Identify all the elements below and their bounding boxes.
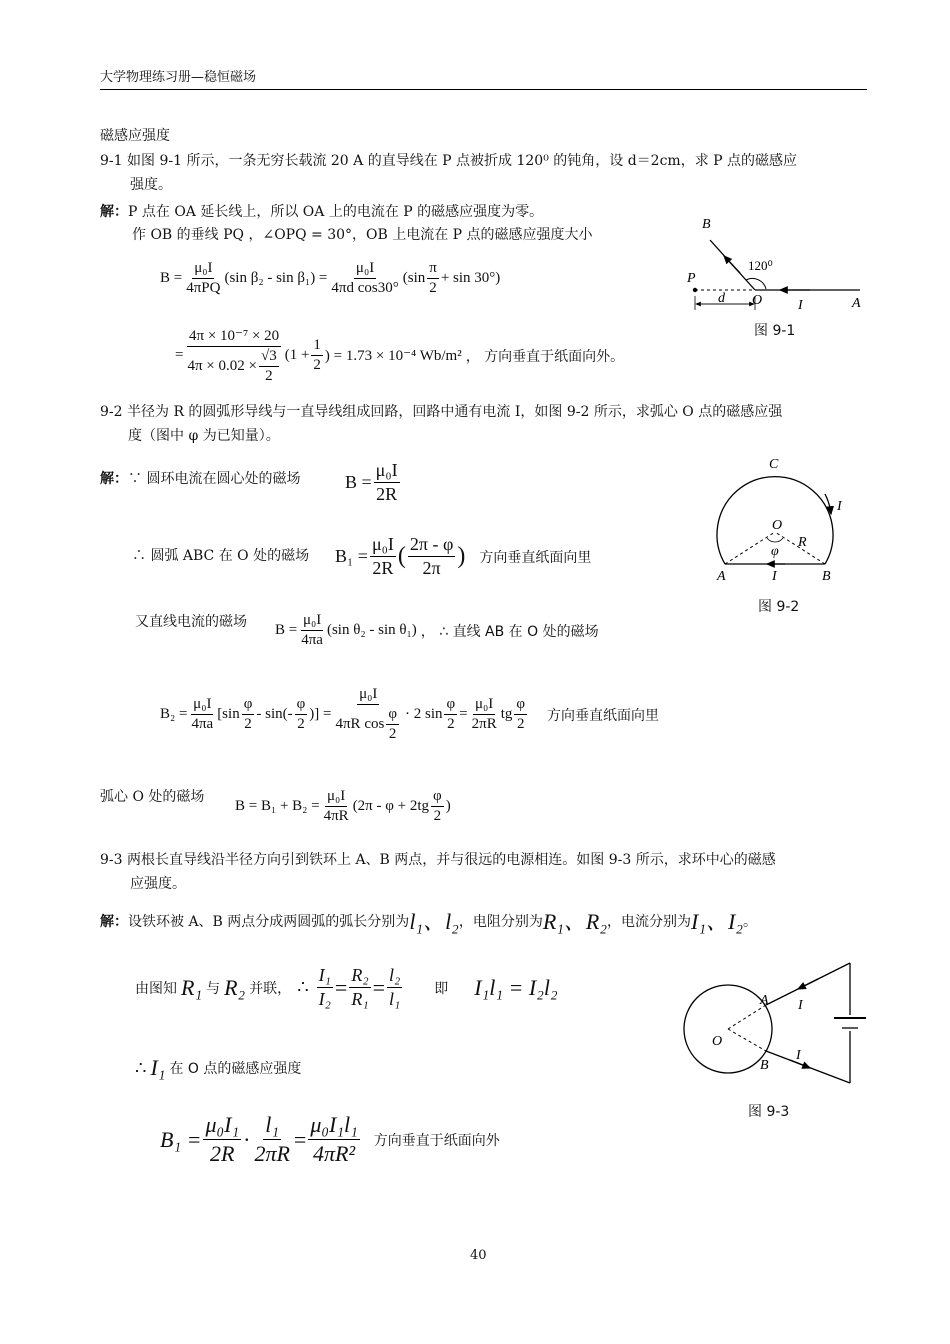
equation-9-1-a [160, 260, 500, 297]
solution-9-3-line1: 解： 设铁环被 A、B 两点分成两圆弧的弧长分别为 l₁、l₂ ，电阻分别为 R₁、R₂ ，电流分别为 I₁、I₂ 。 [100, 909, 757, 934]
equation-9-2-c: B = $\frac{\text{μ₀I}}{4\pi a}$ (sin θ₂ - sin θ₁) ， ∴ 直线 AB 在 O 处的磁场 [275, 612, 599, 648]
equation-9-2-b: B₁ = $\frac{\text{μ₀I}}{2R}$ ( $\frac{2\pi - \varphi}{2\pi}$ ) 方向垂直纸面向里 [335, 534, 592, 578]
fig-label-I-line: I [772, 569, 777, 584]
solution-9-2-line2: ∴ 圆弧 ABC 在 O 处的磁场 [132, 548, 310, 564]
equation-9-2-d: B₂ = $\frac{\text{μ₀I}}{4\pi a}$ [sin $\frac{\varphi}{2}$ - sin(- $\frac{\varphi}{2}$ )] = μ₀I 4πR cos $\frac{\varphi}{2}$ · 2 sin $\frac{\varphi}{2}$ = $\frac{\text{μ₀I}}{2\pi R}$ tg $\frac{\varphi}{2}$ 方向垂直纸面向里 [160, 686, 660, 742]
eq-text: + sin 30°) [440, 270, 501, 286]
fig-label-I-arc: I [837, 499, 842, 514]
fig-label-O: O [712, 1034, 723, 1049]
eq-text: (1 + [284, 347, 310, 363]
page-number: 40 [470, 1248, 487, 1263]
equation-9-2-e: B = B₁ + B₂ = $\frac{\text{μ₀I}}{4\pi R}$ (2π - φ + 2tg $\frac{\varphi}{2}$ ) [235, 788, 451, 824]
fraction: $\frac{1}{2}$ [313, 337, 321, 373]
fig-label-d: d [718, 291, 725, 306]
solution-text: P 点在 OA 延长线上，所以 OA 上的电流在 P 的磁感应强度为零。 [128, 204, 544, 220]
fig-label-B: B [822, 569, 831, 584]
fig-label-A: A [760, 993, 769, 1008]
fig-label-A: A [717, 569, 726, 584]
problem-9-1-line2: 强度。 [130, 177, 172, 193]
figure-9-2-caption: 图 9-2 [758, 599, 800, 615]
solution-9-2-line3: 又直线电流的磁场 [135, 614, 247, 630]
fig-label-O: O [772, 518, 783, 533]
problem-9-2-line2: 度（图中 φ 为已知量）。 [128, 428, 280, 444]
fig-label-I: I [798, 298, 803, 313]
figure-9-3-caption: 图 9-3 [748, 1104, 790, 1120]
fig-label-I-bottom: I [796, 1048, 801, 1063]
solution-label: 解： [100, 471, 128, 487]
header-rule [100, 89, 867, 90]
section-title: 磁感应强度 [100, 128, 170, 144]
fraction: $\frac{\pi}{2}$ [429, 260, 437, 296]
problem-9-1-line1: 9-1 如图 9-1 所示，一条无穷长载流 20 A 的直导线在 P 点被折成 120⁰ 的钝角，设 d＝2cm，求 P 点的磁感应 [100, 153, 798, 169]
eq-text: ) = 1.73 × 10⁻⁴ Wb/m² [324, 348, 462, 364]
figure-9-3 [680, 955, 870, 1090]
equation-9-3-b: B₁ = $\frac{\text{μ₀I₁}}{2R}$ · $\frac{\text{l₁}}{2\pi R}$ = $\frac{\text{μ₀I₁l₁}}{\text{4πR²}}$ 方向垂直于纸面向外 [160, 1112, 500, 1166]
fig-label-O: O [752, 293, 763, 308]
solution-9-1-line2: 作 OB 的垂线 PQ ，∠OPQ = 30°，OB 上电流在 P 点的磁感应强度大小 [132, 227, 593, 243]
solution-9-2-line5: 弧心 O 处的磁场 [100, 789, 205, 805]
solution-9-3-line3: ∴ I₁ 在 O 点的磁感应强度 [135, 1055, 302, 1080]
problem-9-2-line1: 9-2 半径为 R 的圆弧形导线与一直导线组成回路，回路中通有电流 I，如图 9-2 所示，求弧心 O 点的磁感应强 [100, 404, 783, 420]
problem-9-3-line2: 应强度。 [130, 876, 186, 892]
solution-label: 解： [100, 204, 128, 220]
eq-lhs: = [175, 347, 184, 363]
figure-9-1-caption: 图 9-1 [754, 323, 796, 339]
solution-9-2-line1: 解：∵ 圆环电流在圆心处的磁场 [100, 471, 301, 487]
equation-9-1-b [175, 326, 624, 385]
fig-label-C: C [769, 457, 779, 472]
page-header: 大学物理练习册—稳恒磁场 [100, 70, 257, 85]
fig-label-P: P [687, 271, 696, 286]
equation-9-2-a: B = $\frac{\text{μ₀I}}{2R}$ [345, 460, 398, 504]
fraction: 4π × 10⁻⁷ × 20 4π × 0.02 × $\frac{√3}{2}$ [187, 328, 280, 384]
equation-9-3-a: 由图知 R₁ 与 R₂ 并联， ∴ $\frac{\text{I₁}}{\text{I₂}}$ = $\frac{\text{R₂}}{\text{R₁}}$ = $\frac{\text{l₂}}{\text{l₁}}$ 即 I₁l₁ = I₂l₂ [135, 965, 558, 1009]
fig-label-I-top: I [798, 998, 803, 1013]
fig-label-angle: 120⁰ [748, 258, 773, 273]
fig-label-A: A [852, 296, 861, 311]
solution-9-1-line1 [100, 203, 543, 221]
eq-tail: ， 方向垂直于纸面向外。 [465, 348, 625, 365]
fig-label-B: B [760, 1058, 769, 1073]
fig-label-B: B [702, 217, 711, 232]
eq-text: (sin [402, 270, 426, 286]
fraction: $\frac{\text{μ₀I}}{\text{4πPQ}}$ [186, 260, 221, 296]
fig-label-phi: φ [771, 544, 779, 559]
fraction: $\frac{\text{μ₀I}}{\text{4πd cos30°}}$ [331, 260, 399, 296]
problem-9-3-line1: 9-3 两根长直导线沿半径方向引到铁环上 A、B 两点，并与很远的电源相连。如图 9-3 所示，求环中心的磁感 [100, 852, 776, 868]
figure-9-2 [705, 452, 855, 592]
eq-text: (sin β₂ - sin β₁) = [224, 270, 328, 286]
eq-lhs: B = [160, 270, 183, 286]
fig-label-R: R [798, 535, 807, 550]
